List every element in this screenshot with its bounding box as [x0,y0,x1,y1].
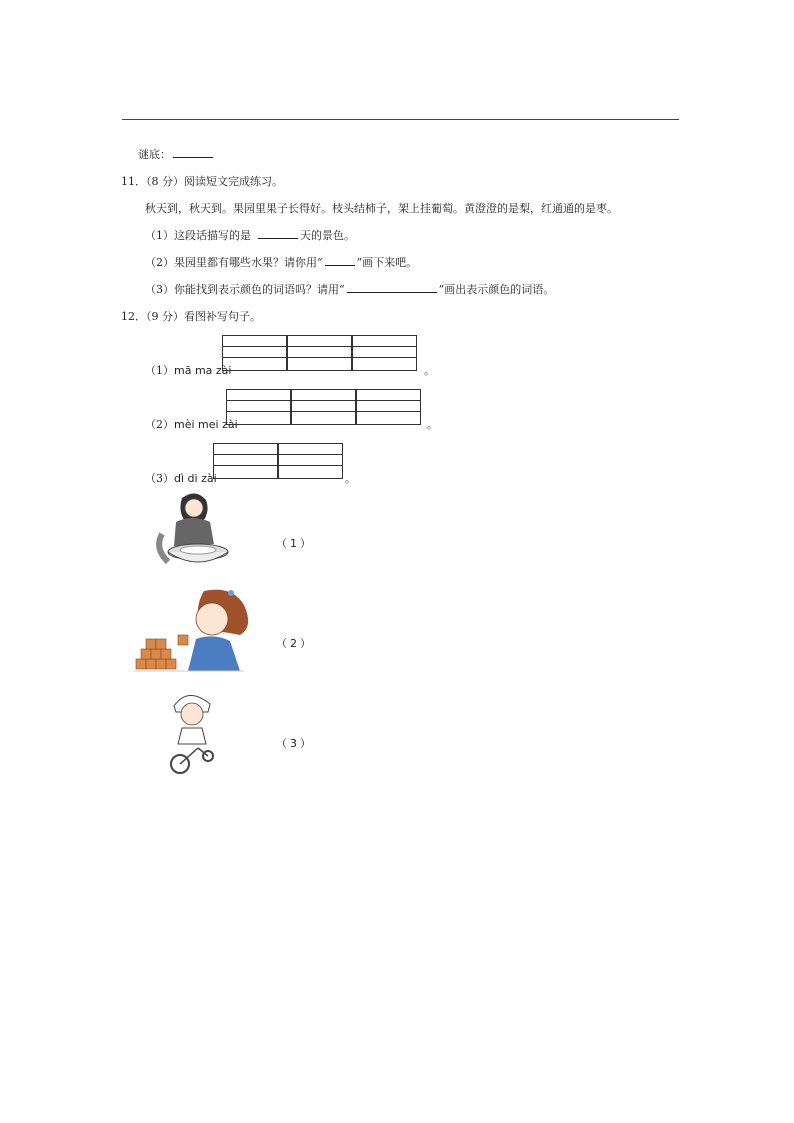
q11-sub2-blank[interactable] [325,254,355,266]
q12-item1-box3[interactable] [353,358,417,371]
q12-item3-grid [213,443,343,479]
riddle-answer-blank[interactable] [173,146,213,158]
picture-label-2: （2） [276,637,314,650]
picture-label-1: （1） [276,537,314,550]
q11-sub2: （2）果园里都有哪些水果？请你用“ ”画下来吧。 [145,256,418,269]
q12-item3-box2[interactable] [279,466,343,479]
q12-item2-period: 。 [427,418,438,431]
q11-sub1: （1）这段话描写的是 天的景色。 [145,229,355,242]
picture-label-3: （3） [276,737,314,750]
q12-item1-box1[interactable] [223,358,287,371]
riddle-answer-line [138,146,215,162]
q12-title: 12．（9 分）看图补写句子。 [121,310,261,323]
q12-item2-grid [226,389,421,425]
q11-title: 11．（8 分）阅读短文完成练习。 [121,175,283,188]
boy-biking-illustration [168,690,223,780]
q12-item1-period: 。 [424,364,435,377]
q12-item3-box1[interactable] [214,466,278,479]
q12-item2-box1[interactable] [227,412,291,425]
q11-sub3-blank[interactable] [347,281,437,293]
q12-item3-label: （3）dì di zài [145,472,217,485]
q12-item2-box2[interactable] [292,412,356,425]
header-rule [122,119,679,120]
q11-passage: 秋天到，秋天到。果园里果子长得好。枝头结柿子，架上挂葡萄。黄澄澄的是梨，红通通的是枣。 [145,202,618,215]
q12-item1-label: （1）mā ma zài [145,364,232,377]
q12-item1-grid [222,335,417,371]
q12-item3-period: 。 [345,472,356,485]
q11-sub3: （3）你能找到表示颜色的词语吗？请用“ ”画出表示颜色的词语。 [145,283,555,296]
q12-item2-label: （2）mèi mei zài [145,418,238,431]
riddle-answer-label: 谜底： [138,148,171,161]
q11-sub1-blank[interactable] [258,227,298,239]
q12-item1-box2[interactable] [288,358,352,371]
mother-washing-illustration [152,490,232,575]
girl-blocks-illustration [134,587,254,677]
q12-item2-box3[interactable] [357,412,421,425]
